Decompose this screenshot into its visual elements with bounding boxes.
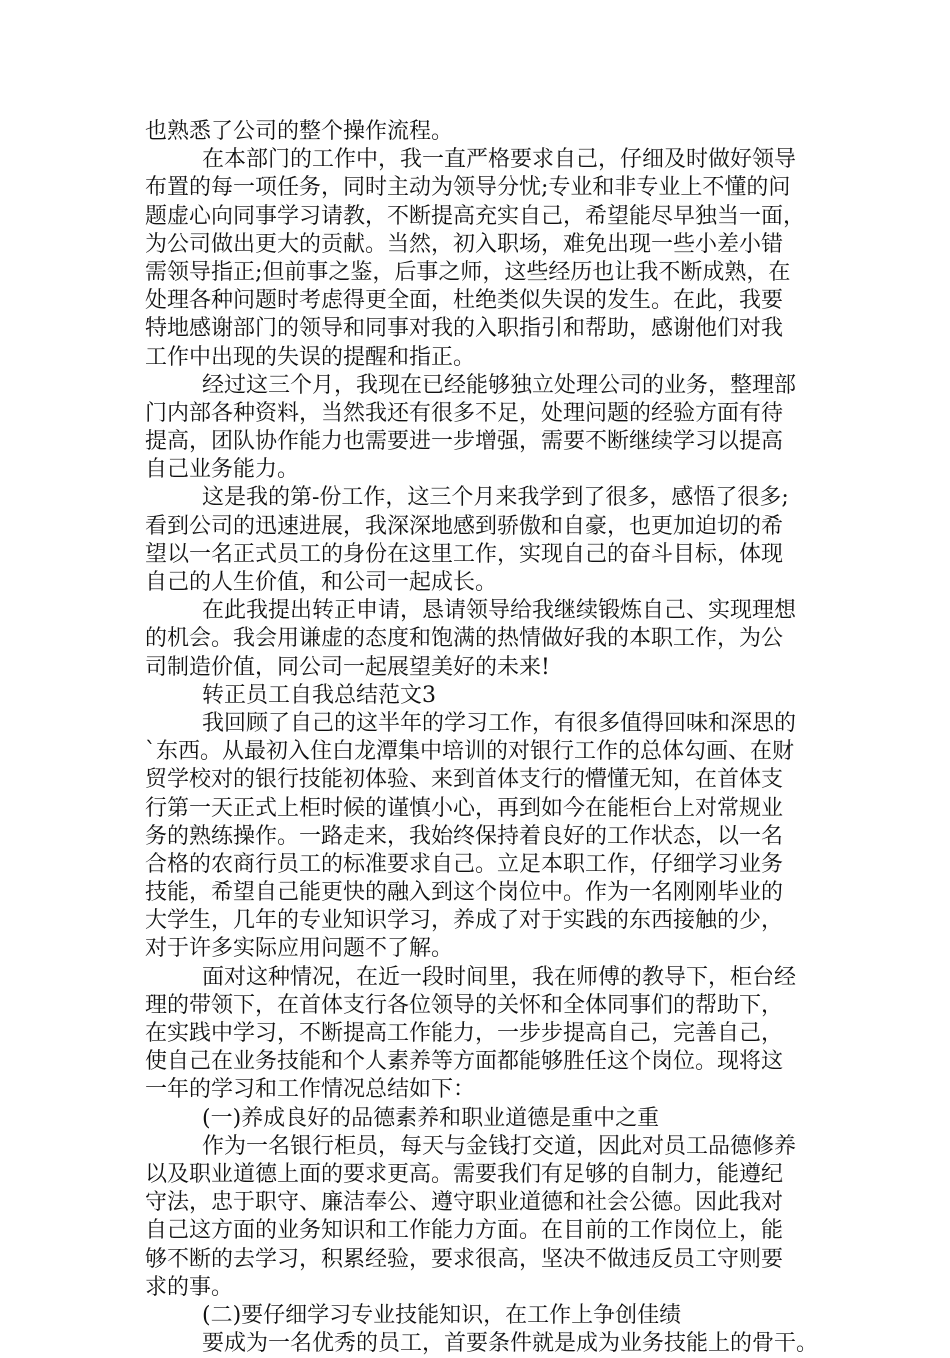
text-line: 求的事。	[145, 1274, 234, 1300]
text-line: 在此我提出转正申请，恳请领导给我继续锻炼自己、实现理想	[202, 598, 797, 624]
text-line: 处理各种问题时考虑得更全面，杜绝类似失误的发生。在此，我要	[145, 288, 784, 314]
text-line: 司制造价值，同公司一起展望美好的未来!	[145, 654, 550, 680]
text-line: 也熟悉了公司的整个操作流程。	[145, 119, 454, 144]
text-line: 看到公司的迅速进展，我深深地感到骄傲和自豪，也更加迫切的希	[145, 513, 784, 539]
text-line: 为公司做出更大的贡献。当然，初入职场，难免出现一些小差小错	[145, 231, 784, 257]
text-line: 使自己在业务技能和个人素养等方面都能够胜任这个岗位。现将这	[145, 1049, 784, 1075]
text-line: 转正员工自我总结范文3	[202, 682, 436, 708]
text-line: 大学生，几年的专业知识学习，养成了对于实践的东西接触的少，	[145, 908, 784, 934]
text-line: 望以一名正式员工的身份在这里工作，实现自己的奋斗目标，体现	[145, 541, 784, 567]
text-line: 题虚心向同事学习请教，不断提高充实自己，希望能尽早独当一面，	[145, 203, 806, 229]
text-line: 贸学校对的银行技能初体验、来到首体支行的懵懂无知，在首体支	[145, 767, 784, 793]
text-line: 提高，团队协作能力也需要进一步增强，需要不断继续学习以提高	[145, 429, 784, 455]
document-body	[145, 118, 835, 1358]
text-line: 作为一名银行柜员，每天与金钱打交道，因此对员工品德修养	[202, 1133, 797, 1159]
text-line: (二)要仔细学习专业技能知识，在工作上争创佳绩	[202, 1302, 682, 1328]
text-line: 技能，希望自己能更快的融入到这个岗位中。作为一名刚刚毕业的	[145, 880, 784, 906]
text-line: 在本部门的工作中，我一直严格要求自己，仔细及时做好领导	[202, 147, 797, 173]
text-line: 特地感谢部门的领导和同事对我的入职指引和帮助，感谢他们对我	[145, 316, 784, 342]
text-line: 理的带领下，在首体支行各位领导的关怀和全体同事们的帮助下，	[145, 992, 784, 1018]
text-line: 自己的人生价值，和公司一起成长。	[145, 570, 498, 595]
text-line: `东西。从最初入住白龙潭集中培训的对银行工作的总体勾画、在财	[145, 739, 795, 765]
text-line: 这是我的第-份工作，这三个月来我学到了很多，感悟了很多;	[202, 485, 789, 511]
text-line: 的机会。我会用谦虚的态度和饱满的热情做好我的本职工作，为公	[145, 626, 784, 652]
text-line: 经过这三个月，我现在已经能够独立处理公司的业务，整理部	[202, 372, 797, 398]
text-line: 对于许多实际应用问题不了解。	[145, 936, 454, 962]
text-line: 需领导指正;但前事之鉴，后事之师，这些经历也让我不断成熟，在	[145, 259, 791, 285]
text-line: 自己这方面的业务知识和工作能力方面。在目前的工作岗位上，能	[145, 1218, 784, 1244]
text-line: 守法，忠于职守、廉洁奉公、遵守职业道德和社会公德。因此我对	[145, 1190, 784, 1216]
text-line: 以及职业道德上面的要求更高。需要我们有足够的自制力，能遵纪	[145, 1161, 784, 1187]
text-line: 在实践中学习，不断提高工作能力，一步步提高自己，完善自己，	[145, 1021, 784, 1046]
text-line: 我回顾了自己的这半年的学习工作，有很多值得回味和深思的	[202, 710, 797, 736]
text-line: 合格的农商行员工的标准要求自己。立足本职工作，仔细学习业务	[145, 851, 784, 877]
text-line: 够不断的去学习，积累经验，要求很高，坚决不做违反员工守则要	[145, 1246, 784, 1272]
text-line: 门内部各种资料，当然我还有很多不足，处理问题的经验方面有待	[145, 400, 784, 426]
text-line: (一)养成良好的品德素养和职业道德是重中之重	[202, 1105, 660, 1131]
text-line: 自己业务能力。	[145, 457, 300, 483]
text-line: 工作中出现的失误的提醒和指正。	[145, 344, 476, 370]
text-line: 面对这种情况，在近一段时间里，我在师傅的教导下，柜台经	[202, 964, 797, 990]
text-line: 布置的每一项任务，同时主动为领导分忧;专业和非专业上不懂的问	[145, 175, 791, 201]
text-line: 要成为一名优秀的员工，首要条件就是成为业务技能上的骨干。	[202, 1331, 819, 1357]
text-line: 行第一天正式上柜时候的谨慎小心，再到如今在能柜台上对常规业	[145, 795, 784, 821]
text-line: 务的熟练操作。一路走来，我始终保持着良好的工作状态，以一名	[145, 823, 784, 849]
text-line: 一年的学习和工作情况总结如下：	[145, 1077, 476, 1103]
